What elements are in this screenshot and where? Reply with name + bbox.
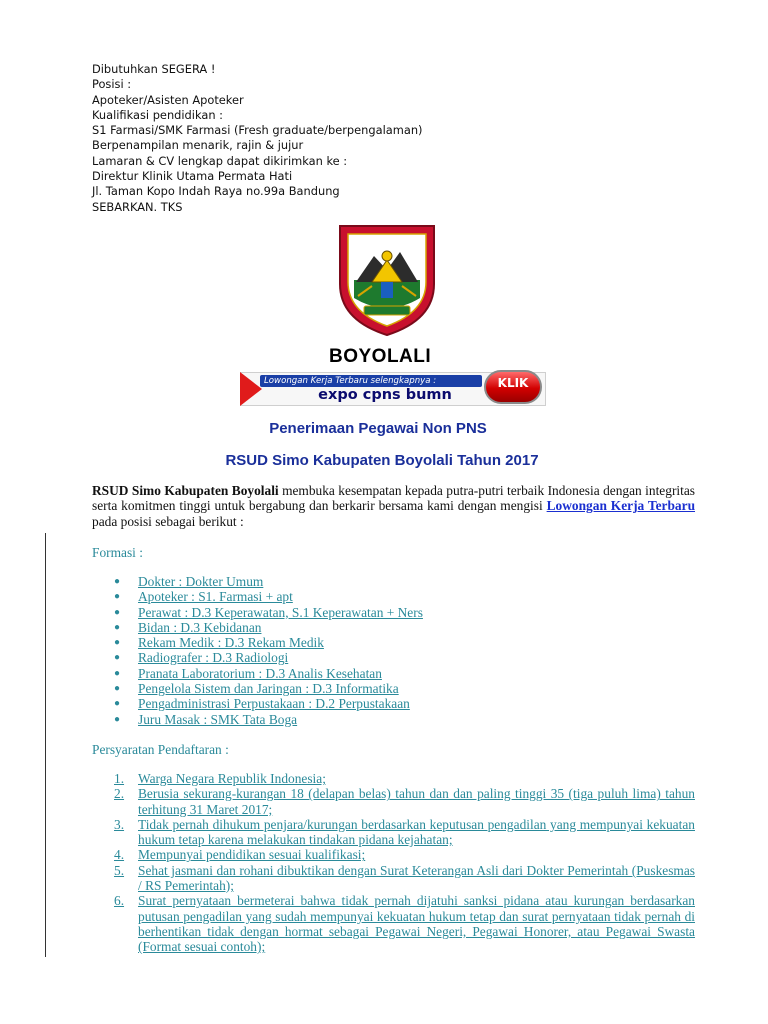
lowongan-link[interactable]: Lowongan Kerja Terbaru [546, 498, 696, 514]
bullet-icon: ● [114, 591, 121, 603]
banner-tagline: Lowongan Kerja Terbaru selengkapnya : [260, 375, 482, 387]
list-item[interactable]: ● Rekam Medik : D.3 Rekam Medik [114, 635, 324, 651]
notice-line: Direktur Klinik Utama Permata Hati [92, 169, 293, 184]
list-item[interactable]: ● Radiografer : D.3 Radiologi [114, 650, 289, 666]
job-notice [92, 62, 592, 215]
list-item[interactable]: ● Dokter : Dokter Umum [114, 574, 264, 589]
list-item[interactable]: 4. Mempunyai pendidikan sesuai kualifikasi; [114, 847, 366, 863]
notice-line: Berpenampilan menarik, rajin & jujur [92, 138, 304, 153]
formasi-title: Formasi : [92, 545, 143, 560]
notice-line: SEBARKAN. TKS [92, 199, 183, 214]
list-item[interactable]: ● Pranata Laboratorium : D.3 Analis Kesehatan [114, 665, 382, 681]
intro-text-end: pada posisi sebagai berikut : [92, 513, 244, 529]
bullet-icon: ● [114, 652, 121, 664]
list-item[interactable]: ● Juru Masak : SMK Tata Boga [114, 711, 298, 727]
list-item[interactable]: ● Perawat : D.3 Keperawatan, S.1 Keperawatan + Ners [114, 604, 423, 620]
bullet-icon: ● [114, 637, 121, 649]
intro-bold-lead: RSUD Simo Kabupaten Boyolali [92, 483, 279, 498]
formasi-list [92, 574, 512, 727]
boyolali-emblem-icon [336, 222, 438, 338]
notice-line: Kualifikasi pendidikan : [92, 107, 224, 122]
notice-line: Apoteker/Asisten Apoteker [92, 92, 244, 107]
intro-text: membuka kesempatan kepada putra-putri terbaik Indonesia dengan integritas serta komitmen tinggi untuk bergabung dan berkarir bersama kami dengan mengisi [92, 483, 695, 514]
list-item[interactable]: 3. Tidak pernah dihukum penjara/kurungan berdasarkan keputusan pengadilan yang mempunyai kekuatan hukum tetap karena melakukan tindakan pidana kejahatan; [114, 816, 695, 848]
persyaratan-list [92, 771, 695, 955]
page-subtitle: RSUD Simo Kabupaten Boyolali Tahun 2017 [225, 452, 539, 469]
bullet-icon: ● [114, 713, 121, 725]
city-name: BOYOLALI [329, 346, 432, 367]
notice-line: Jl. Taman Kopo Indah Raya no.99a Bandung [92, 184, 340, 199]
banner-main-text: expo cpns bumn [318, 387, 452, 403]
notice-line: S1 Farmasi/SMK Farmasi (Fresh graduate/berpengalaman) [92, 123, 423, 138]
notice-line: Dibutuhkan SEGERA ! [92, 62, 216, 76]
bullet-icon: ● [114, 667, 121, 679]
list-item[interactable]: 1. Warga Negara Republik Indonesia; [114, 771, 326, 786]
notice-line: Lamaran & CV lengkap dapat dikirimkan ke : [92, 153, 348, 168]
klik-button[interactable] [484, 370, 542, 406]
page-title: Penerimaan Pegawai Non PNS [269, 420, 487, 437]
klik-button-label: KLIK [497, 376, 529, 390]
bullet-icon: ● [114, 698, 121, 710]
list-item[interactable]: 2. Berusia sekurang-kurangan 18 (delapan belas) tahun dan dan paling tinggi 35 (tiga puluh lima) tahun terhitung 31 Maret 2017; [114, 786, 695, 817]
persyaratan-title: Persyaratan Pendaftaran : [92, 742, 229, 757]
play-arrow-icon [240, 372, 262, 406]
list-item[interactable]: 5. Sehat jasmani dan rohani dibuktikan dengan Surat Keterangan Asli dari Dokter Pemerintah (Puskesmas / RS Pemerintah); [114, 862, 695, 894]
bullet-icon: ● [114, 576, 121, 587]
list-item[interactable]: ● Pengelola Sistem dan Jaringan : D.3 Informatika [114, 681, 399, 697]
notice-line: Posisi : [92, 77, 132, 92]
list-item[interactable]: ● Bidan : D.3 Kebidanan [114, 619, 262, 635]
bullet-icon: ● [114, 683, 121, 695]
margin-rule [45, 533, 46, 957]
list-item[interactable]: ● Apoteker : S1. Farmasi + apt [114, 589, 293, 605]
bullet-icon: ● [114, 606, 121, 618]
bullet-icon: ● [114, 621, 121, 633]
list-item[interactable]: 6. Surat pernyataan bermeterai bahwa tidak pernah dijatuhi sanksi pidana atau kurungan berdasarkan putusan pengadilan yang sudah mempunyai kekuatan hukum tetap dan surat pernyataan tidak pernah di berhentikan tidak dengan hormat sebagai Pegawai Negeri, Pegawai Honorer, atau Pegawai Swasta (Format sesuai contoh); [114, 893, 695, 955]
list-item[interactable]: ● Pengadministrasi Perpustakaan : D.2 Perpustakaan [114, 696, 410, 712]
intro-paragraph [92, 483, 695, 529]
job-banner[interactable] [240, 372, 546, 406]
